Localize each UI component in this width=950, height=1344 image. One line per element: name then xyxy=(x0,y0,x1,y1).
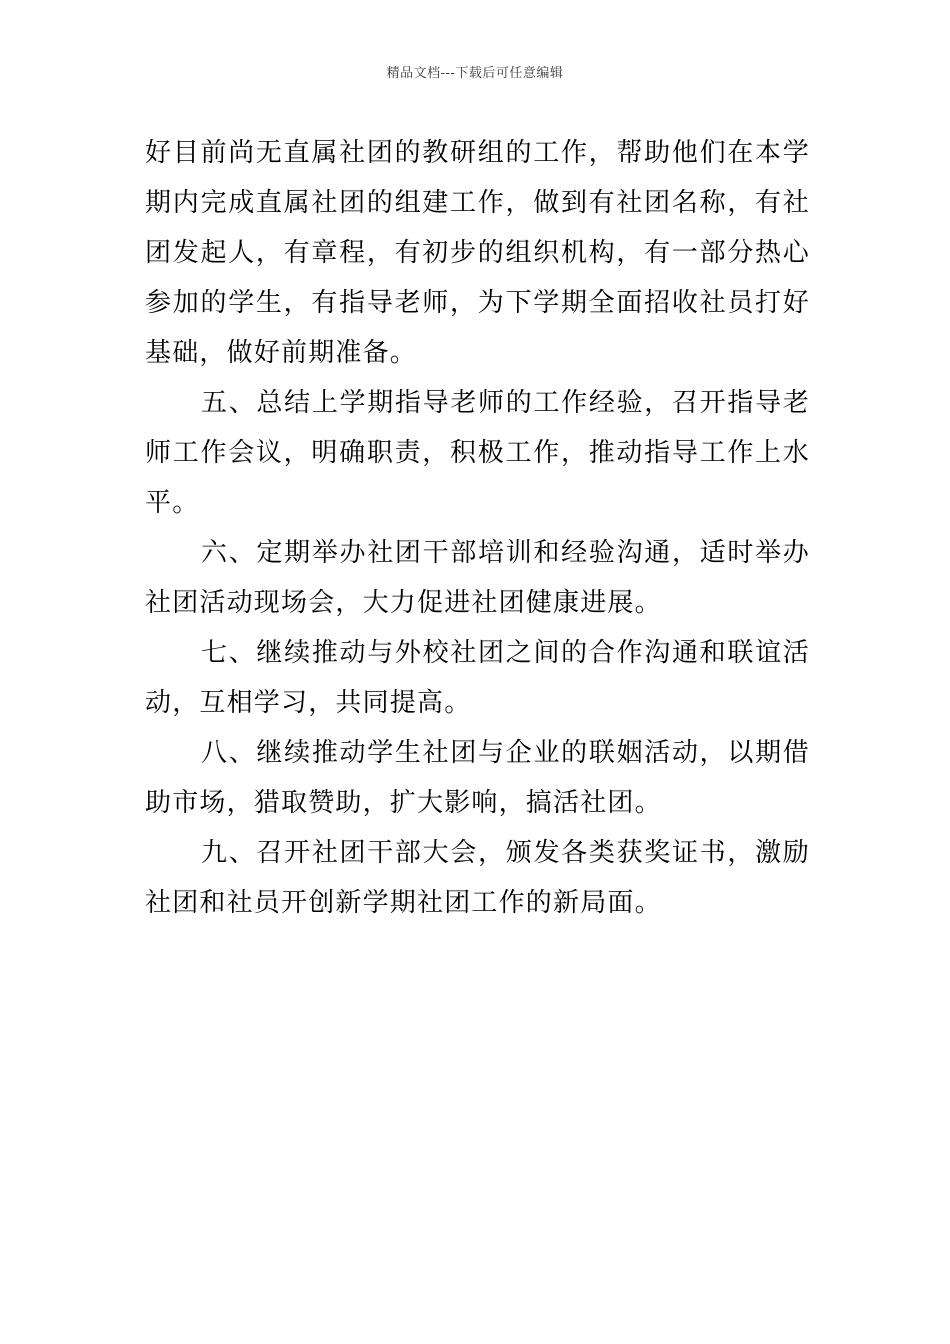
page-header: 精品文档---下载后可任意编辑 xyxy=(386,66,564,81)
paragraph-continuation: 好目前尚无直属社团的教研组的工作，帮助他们在本学期内完成直属社团的组建工作，做到有社团名称，有社团发起人，有章程，有初步的组织机构，有一部分热心参加的学生，有指导老师，为下学期全面招收社员打好基础，做好前期准备。 xyxy=(145,138,810,368)
paragraph-item-7: 七、继续推动与外校社团之间的合作沟通和联谊活动，互相学习，共同提高。 xyxy=(145,638,810,718)
paragraph-item-5: 五、总结上学期指导老师的工作经验，召开指导老师工作会议，明确职责，积极工作，推动指导工作上水平。 xyxy=(145,388,810,518)
paragraph-item-9: 九、召开社团干部大会，颁发各类获奖证书，激励社团和社员开创新学期社团工作的新局面。 xyxy=(145,838,810,918)
paragraph-item-6: 六、定期举办社团干部培训和经验沟通，适时举办社团活动现场会，大力促进社团健康进展。 xyxy=(145,538,810,618)
document-body xyxy=(145,128,810,928)
paragraph-item-8: 八、继续推动学生社团与企业的联姻活动，以期借助市场，猎取赞助，扩大影响，搞活社团。 xyxy=(145,738,810,818)
